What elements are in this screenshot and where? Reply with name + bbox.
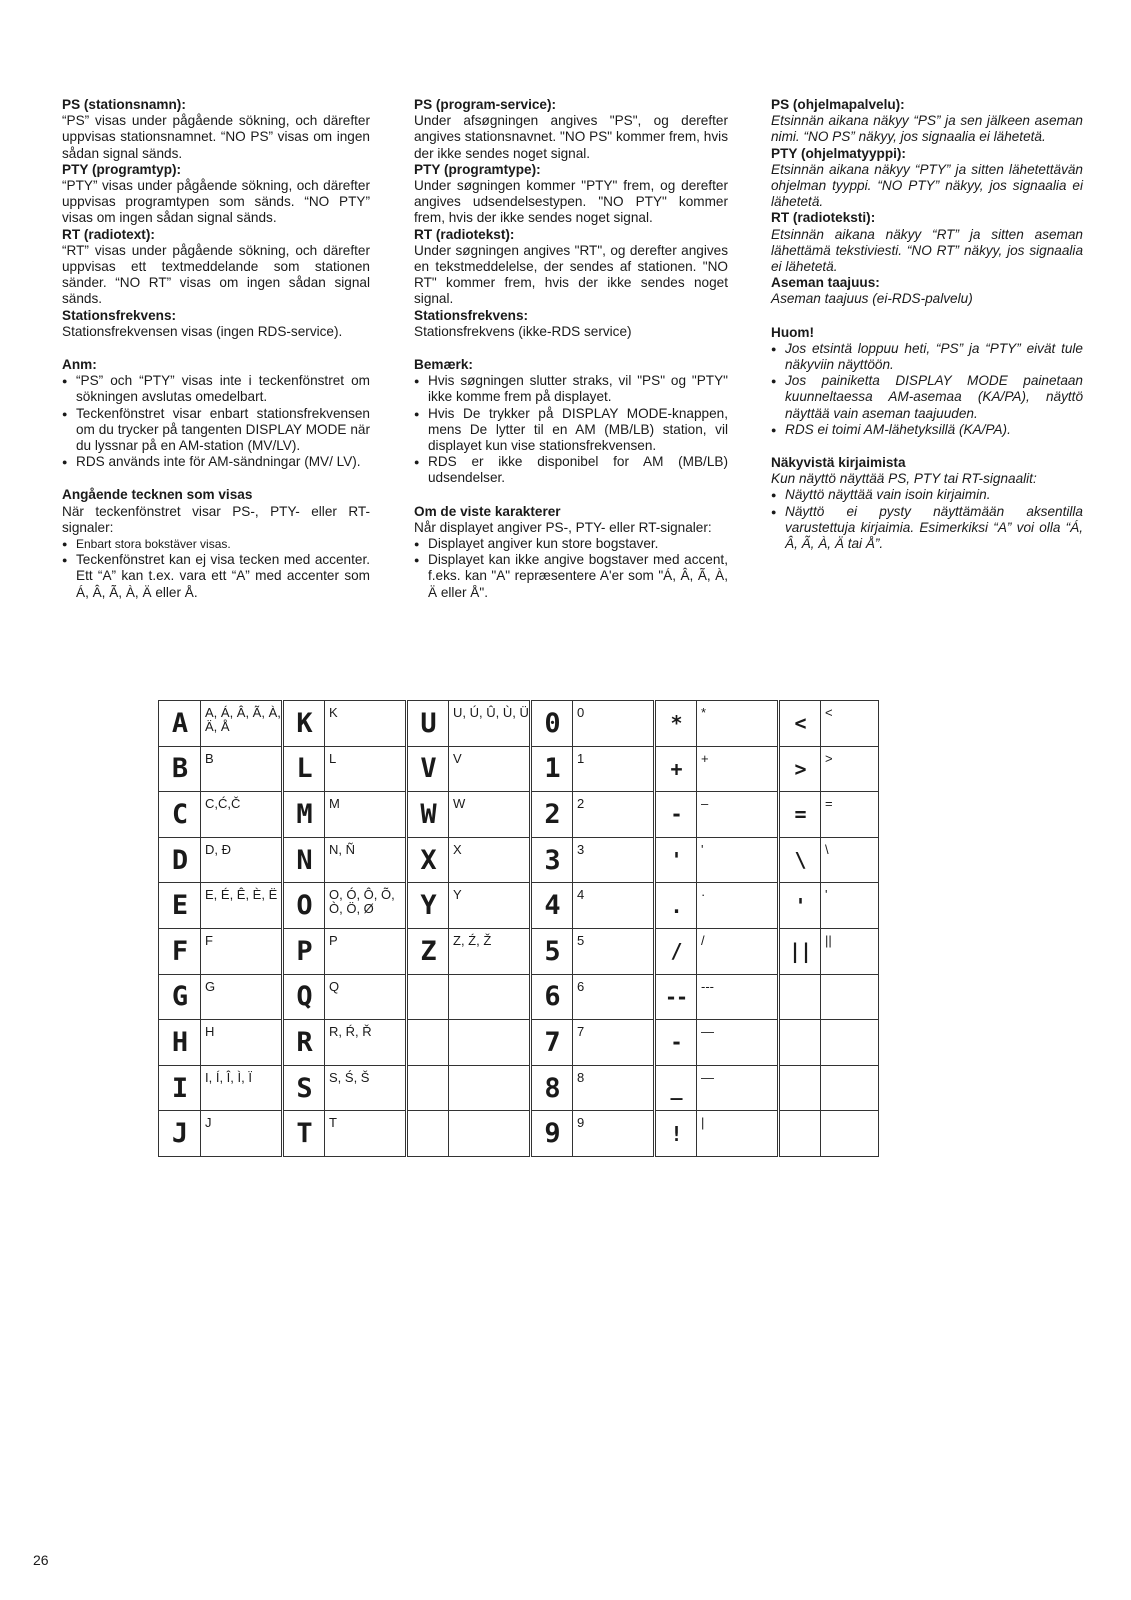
glyph-characters: R, Ŕ, Ř [325,1020,407,1066]
glyph-characters: Z, Ź, Ž [449,928,531,974]
rt-heading: RT (radiotext): [62,226,155,242]
pty-heading: PTY (programtype): [414,161,541,177]
glyph-characters: ' [697,837,779,883]
freq-heading: Stationsfrekvens: [62,307,177,323]
display-glyph: T [283,1111,325,1157]
glyph-characters [449,1111,531,1157]
glyph-characters [821,974,879,1020]
display-glyph: C [159,792,201,838]
glyph-characters: 1 [573,746,655,792]
display-glyph: Z [407,928,449,974]
ps-heading: PS (stationsnamn): [62,97,186,112]
table-row [159,746,879,792]
display-glyph: || [779,928,821,974]
glyph-characters: 5 [573,928,655,974]
glyph-characters: M [325,792,407,838]
glyph-characters: L [325,746,407,792]
note-list [771,341,1083,438]
display-glyph: ' [779,883,821,929]
display-glyph: J [159,1111,201,1157]
glyph-characters: ' [821,883,879,929]
glyph-characters: + [697,746,779,792]
display-glyph: Y [407,883,449,929]
display-glyph: I [159,1065,201,1111]
rt-text: Etsinnän aikana näkyy “RT” ja sitten aseman lähettämä tekstiviesti. “NO RT” näkyy, jos signaalia ei lähetetä. [771,226,1083,275]
glyph-characters: 7 [573,1020,655,1066]
display-glyph: 6 [531,974,573,1020]
glyph-characters: 8 [573,1065,655,1111]
glyph-characters: · [697,883,779,929]
display-glyph: + [655,746,697,792]
display-glyph: 4 [531,883,573,929]
display-glyph: N [283,837,325,883]
display-glyph: F [159,928,201,974]
display-glyph: -- [655,974,697,1020]
display-glyph: H [159,1020,201,1066]
character-table [158,700,879,1157]
list-item: ● RDS ei toimi AM-lähetyksillä (KA/PA). [771,422,1083,438]
glyph-characters: – [697,792,779,838]
glyph-characters: || [821,928,879,974]
glyph-characters: J [201,1111,283,1157]
glyph-characters: W [449,792,531,838]
rt-text: Under søgningen angives "RT", og derefter angives en tekstmeddelelse, der sendes af stationen. "NO RT" kommer frem, hvis der ikke sendes noget signal. [414,242,728,307]
display-glyph: V [407,746,449,792]
glyph-characters: 2 [573,792,655,838]
page-number: 26 [33,1552,49,1568]
display-glyph: ' [655,837,697,883]
glyph-characters: U, Ú, Û, Ù, Ü [449,701,531,747]
glyph-characters: Q [325,974,407,1020]
glyph-characters: < [821,701,879,747]
pty-heading: PTY (programtyp): [62,161,182,177]
ps-text: Under afsøgningen angives "PS", og derefter angives stationsnavnet. "NO PS" kommer frem, hvis der ikke sendes noget signal. [414,113,728,161]
table-row [159,1020,879,1066]
table-row [159,974,879,1020]
glyph-characters: 4 [573,883,655,929]
glyph-characters: H [201,1020,283,1066]
list-item: ● Näyttö ei pysty näyttämään aksentilla varustettuja kirjaimia. Esimerkiksi “A” voi olla “Á, Â, Ã, À, Ä tai Å”. [771,504,1083,553]
ps-text: “PS” visas under pågående sökning, och därefter uppvisas stationsnamnet. “NO PS” visas om ingen sådan signal sänds. [62,113,370,161]
table-row [159,701,879,747]
list-item: ● Hvis søgningen slutter straks, vil "PS" og "PTY" ikke komme frem på displayet. [414,373,728,405]
display-glyph: L [283,746,325,792]
glyph-characters: 6 [573,974,655,1020]
display-glyph [779,974,821,1020]
display-glyph: ! [655,1111,697,1157]
display-glyph: X [407,837,449,883]
glyph-characters: X [449,837,531,883]
chars-list [771,487,1083,552]
glyph-characters: V [449,746,531,792]
display-glyph [407,1111,449,1157]
chars-heading: Näkyvistä kirjaimista [771,455,906,471]
chars-heading: Om de viste karakterer [414,503,561,519]
glyph-characters: G [201,974,283,1020]
display-glyph: E [159,883,201,929]
display-glyph: D [159,837,201,883]
glyph-characters: F [201,928,283,974]
display-glyph: G [159,974,201,1020]
display-glyph: R [283,1020,325,1066]
display-glyph: 1 [531,746,573,792]
glyph-characters: \ [821,837,879,883]
list-item: ● Displayet kan ikke angive bogstaver med accent, f.eks. kan "A" repræsentere A'er som "Á, Â, Ã, À, Ä eller Å". [414,552,728,601]
pty-text: “PTY” visas under pågående sökning, och därefter uppvisas programtypen som sänds. “NO PTY” visas om ingen sådan signal sänds. [62,178,370,226]
glyph-characters: I, Í, Î, Ì, Ï [201,1065,283,1111]
display-glyph: 2 [531,792,573,838]
display-glyph: K [283,701,325,747]
glyph-characters: O, Ó, Ô, Õ, Ò, Ö, Ø [325,883,407,929]
ps-text: Etsinnän aikana näkyy “PS” ja sen jälkeen aseman nimi. “NO PS” näkyy, jos signaalia ei lähetetä. [771,113,1083,145]
table-row [159,928,879,974]
list-item: ● Jos etsintä loppuu heti, “PS” ja “PTY” eivät tule näkyviin näyttöön. [771,341,1083,373]
glyph-characters: K [325,701,407,747]
chars-heading: Angående tecknen som visas [62,487,253,503]
glyph-characters [449,1065,531,1111]
glyph-characters: = [821,792,879,838]
display-glyph: B [159,746,201,792]
note-list [62,373,370,470]
chars-text: När teckenfönstret visar PS-, PTY- eller RT-signaler: [62,503,370,535]
display-glyph: / [655,928,697,974]
display-glyph [779,1111,821,1157]
display-glyph: _ [655,1065,697,1111]
chars-list [62,536,370,601]
note-heading: Huom! [771,324,815,340]
display-glyph: O [283,883,325,929]
column-swedish [62,97,370,601]
note-list [414,373,728,486]
glyph-characters: 3 [573,837,655,883]
glyph-characters [821,1111,879,1157]
glyph-characters [821,1020,879,1066]
pty-text: Under søgningen kommer "PTY" frem, og derefter angives udsendelsestypen. "NO PTY" kommer frem, hvis der ikke sendes noget signal. [414,178,728,226]
display-glyph: - [655,1020,697,1066]
rt-text: “RT” visas under pågående sökning, och därefter uppvisas ett textmeddelande som stationen sänder. “NO RT” visas om ingen sådan signal sänds. [62,242,370,307]
list-item: ● RDS er ikke disponibel for AM (MB/LB) udsendelser. [414,454,728,486]
display-glyph: 7 [531,1020,573,1066]
list-item: ● RDS används inte för AM-sändningar (MV/ LV). [62,454,370,470]
ps-heading: PS (program-service): [414,97,557,112]
glyph-characters: C,Ć,Č [201,792,283,838]
table-row [159,1111,879,1157]
note-heading: Anm: [62,357,97,373]
chars-text: Kun näyttö näyttää PS, PTY tai RT-signaalit: [771,471,1037,487]
list-item: ● “PS” och “PTY” visas inte i teckenfönstret om sökningen avslutas omedelbart. [62,373,370,405]
glyph-characters: S, Ś, Š [325,1065,407,1111]
display-glyph: * [655,701,697,747]
list-item: ● Näyttö näyttää vain isoin kirjaimin. [771,487,1083,503]
display-glyph: 0 [531,701,573,747]
glyph-characters [449,1020,531,1066]
display-glyph: A [159,701,201,747]
glyph-characters: P [325,928,407,974]
glyph-characters: 9 [573,1111,655,1157]
glyph-characters: / [697,928,779,974]
list-item: ● Displayet angiver kun store bogstaver. [414,536,728,552]
display-glyph: > [779,746,821,792]
glyph-characters: T [325,1111,407,1157]
display-glyph: 9 [531,1111,573,1157]
glyph-characters: > [821,746,879,792]
display-glyph: 5 [531,928,573,974]
display-glyph: U [407,701,449,747]
ps-heading: PS (ohjelmapalvelu): [771,97,905,112]
display-glyph: P [283,928,325,974]
freq-text: Aseman taajuus (ei-RDS-palvelu) [771,291,973,307]
column-danish [414,97,728,601]
freq-heading: Stationsfrekvens: [414,307,529,323]
display-glyph: \ [779,837,821,883]
freq-text: Stationsfrekvens (ikke-RDS service) [414,323,632,339]
pty-heading: PTY (ohjelmatyyppi): [771,145,906,161]
chars-text: Når displayet angiver PS-, PTY- eller RT-signaler: [414,519,712,535]
display-glyph: W [407,792,449,838]
pty-text: Etsinnän aikana näkyy “PTY” ja sitten lähetettävän ohjelman tyyppi. “NO PTY” näkyy, jos signaalia ei lähetetä. [771,161,1083,210]
glyph-characters: — [697,1065,779,1111]
display-glyph: S [283,1065,325,1111]
glyph-characters: | [697,1111,779,1157]
glyph-characters [821,1065,879,1111]
column-finnish [771,97,1083,552]
display-glyph: = [779,792,821,838]
glyph-characters: --- [697,974,779,1020]
list-item: ● Teckenfönstret visar enbart stationsfrekvensen om du trycker på tangenten DISPLAY MODE när du lyssnar på en AM-station (MV/LV). [62,406,370,455]
display-glyph: < [779,701,821,747]
display-glyph: . [655,883,697,929]
display-glyph [407,1020,449,1066]
list-item: ● Enbart stora bokstäver visas. [62,536,370,552]
display-glyph: M [283,792,325,838]
display-glyph: - [655,792,697,838]
glyph-characters: D, Đ [201,837,283,883]
display-glyph: Q [283,974,325,1020]
freq-text: Stationsfrekvensen visas (ingen RDS-service). [62,323,343,339]
glyph-characters: 0 [573,701,655,747]
glyph-characters: Y [449,883,531,929]
display-glyph [779,1020,821,1066]
glyph-characters: * [697,701,779,747]
display-glyph: 8 [531,1065,573,1111]
table-row [159,837,879,883]
table-row [159,883,879,929]
rt-heading: RT (radiotekst): [414,226,515,242]
glyph-characters: N, Ñ [325,837,407,883]
list-item: ● Jos painiketta DISPLAY MODE painetaan kuunneltaessa AM-asemaa (KA/PA), näyttö näyttää vain aseman taajuuden. [771,373,1083,422]
chars-list [414,536,728,601]
glyph-characters: — [697,1020,779,1066]
glyph-characters: A, Á, Â, Ã, À, Ä, Å [201,701,283,747]
table-row [159,1065,879,1111]
rt-heading: RT (radioteksti): [771,210,876,226]
display-glyph: 3 [531,837,573,883]
glyph-characters: B [201,746,283,792]
freq-heading: Aseman taajuus: [771,275,880,291]
glyph-characters: E, É, Ê, È, Ë [201,883,283,929]
display-glyph [407,974,449,1020]
glyph-characters [449,974,531,1020]
display-glyph [407,1065,449,1111]
table-row [159,792,879,838]
list-item: ● Hvis De trykker på DISPLAY MODE-knappen, mens De lytter til en AM (MB/LB) station, vil displayet kun vise stationsfrekvensen. [414,406,728,455]
list-item: ● Teckenfönstret kan ej visa tecken med accenter. Ett “A” kan t.ex. vara ett “A” med accenter som Á, Â, Ã, À, Ä eller Å. [62,552,370,601]
display-glyph [779,1065,821,1111]
note-heading: Bemærk: [414,357,473,373]
